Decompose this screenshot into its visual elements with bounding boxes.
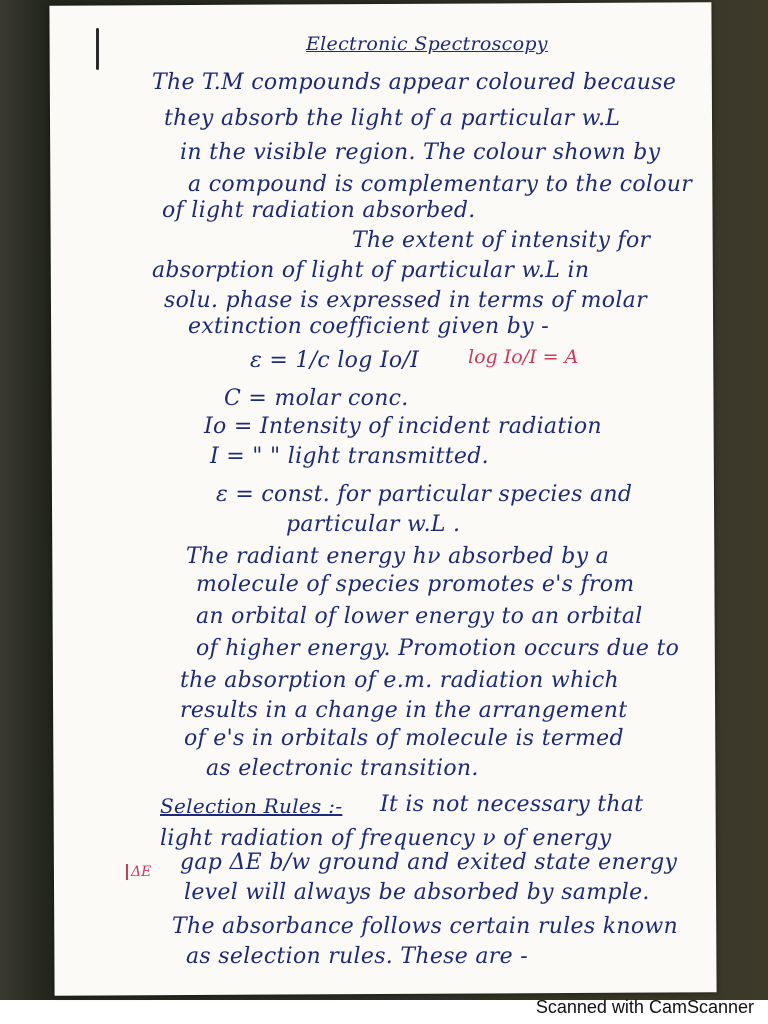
definition-c: C = molar conc. (224, 386, 409, 411)
paragraph2-line-4: extinction coefficient given by - (188, 314, 549, 339)
definition-epsilon: ε = const. for particular species and (216, 482, 633, 507)
selection-line-5: The absorbance follows certain rules known (172, 914, 679, 939)
definition-i: I = " " light transmitted. (210, 444, 489, 469)
selection-line-1: It is not necessary that (380, 792, 644, 817)
paragraph1-line-5: of light radiation absorbed. (162, 198, 476, 223)
paragraph3-line-3: an orbital of lower energy to an orbital (196, 604, 643, 629)
energy-gap-side-note: ΔE (126, 864, 151, 880)
paragraph3-line-5: the absorption of e.m. radiation which (180, 668, 619, 693)
selection-line-2: light radiation of frequency ν of energy (160, 826, 612, 851)
scanner-watermark: Scanned with CamScanner (535, 997, 754, 1017)
paragraph3-line-4: of higher energy. Promotion occurs due to (196, 636, 680, 661)
paragraph2-line-2: absorption of light of particular w.L in (152, 258, 590, 283)
paragraph1-line-1: The T.M compounds appear coloured because (152, 70, 677, 95)
absorbance-margin-note: log Io/I = A (468, 346, 579, 368)
definition-io: Io = Intensity of incident radiation (204, 414, 602, 439)
paragraph3-line-8: as electronic transition. (206, 756, 479, 781)
paragraph1-line-2: they absorb the light of a particular w.L (164, 106, 621, 131)
selection-line-4: level will always be absorbed by sample. (184, 880, 650, 905)
paragraph3-line-7: of e's in orbitals of molecule is termed (184, 726, 624, 751)
paragraph3-line-6: results in a change in the arrangement (180, 698, 628, 723)
page-title: Electronic Spectroscopy (306, 33, 548, 55)
paragraph3-line-2: molecule of species promotes e's from (196, 572, 635, 597)
paragraph2-line-1: The extent of intensity for (352, 228, 651, 253)
extinction-formula: ε = 1/c log Io/I (250, 348, 420, 373)
paragraph2-line-3: solu. phase is expressed in terms of molar (164, 288, 647, 313)
paragraph1-line-4: a compound is complementary to the colour (188, 172, 693, 197)
paragraph3-line-1: The radiant energy hν absorbed by a (186, 544, 610, 569)
selection-line-6: as selection rules. These are - (186, 944, 528, 969)
selection-rules-heading: Selection Rules :- (160, 794, 343, 818)
paragraph1-line-3: in the visible region. The colour shown by (180, 140, 661, 165)
selection-line-3: gap ΔE b/w ground and exited state energy (180, 850, 678, 875)
margin-pen-mark (96, 28, 99, 70)
definition-epsilon-cont: particular w.L . (286, 512, 461, 537)
